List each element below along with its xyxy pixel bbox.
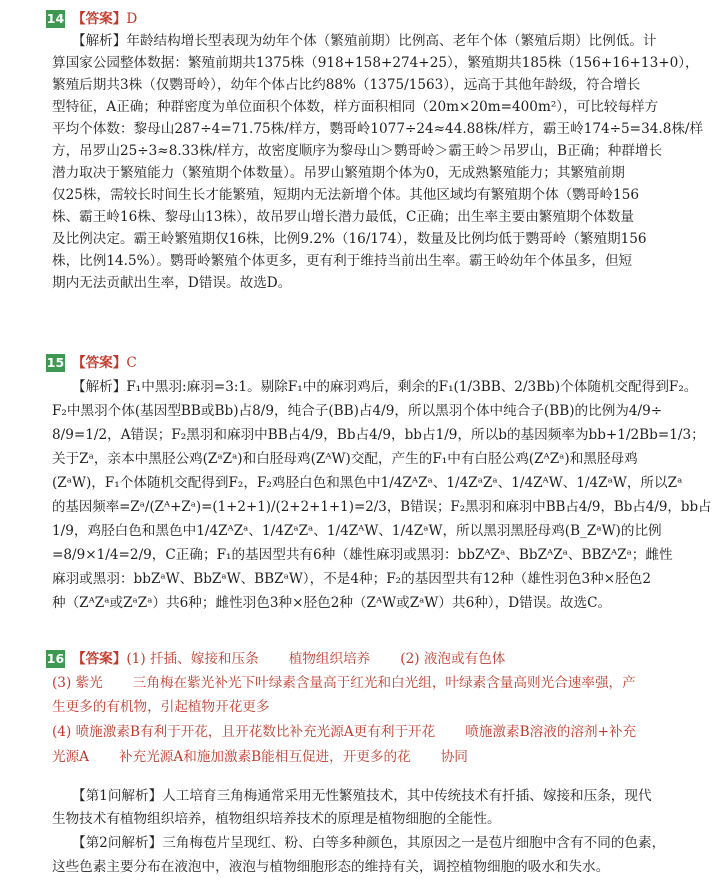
- analysis-line: 1/9，鸡胫白色和黑色中1/4ZᴬZᵃ、1/4ZᵃZᵃ、1/4ZᴬW、1/4ZᵃW，所以黑羽黑胫母鸡(B_ZᵃW)的比例: [52, 523, 662, 539]
- answer-line: [52, 746, 468, 768]
- answer-line: [72, 648, 505, 670]
- analysis-line: 株，比例14.5%）。鹦哥岭繁殖个体更多，更有利于维持当前出生率。霸王岭幼年个体虽多，但短: [52, 253, 633, 269]
- analysis-line: 方，吊罗山25÷3≈8.33株/样方，故密度顺序为黎母山＞鹦哥岭＞霸王岭＞吊罗山，B正确；种群增长: [52, 143, 663, 159]
- answer-line: [52, 721, 636, 743]
- answer-label: 【答案】: [72, 651, 127, 667]
- analysis-line: 期内无法贡献出生率，D错误。故选D。: [52, 275, 292, 291]
- answer-part: (2) 液泡或有色体: [400, 651, 506, 667]
- analysis-line: 繁殖后期共3株（仅鹦哥岭），幼年个体占比约88%（1375/1563），远高于其他年龄级，符合增长: [52, 77, 641, 93]
- answer-value: D: [126, 11, 138, 27]
- analysis-line: 潜力取决于繁殖能力（繁殖期个体数量）。吊罗山繁殖期个体为0，无成熟繁殖能力；其繁殖前期: [52, 165, 625, 181]
- question-number-badge: 15: [46, 355, 65, 370]
- analysis-line: =8/9×1/4=2/9，C正确；F₁的基因型共有6种（雄性麻羽或黑羽：bbZᴬZᵃ、BbZᴬZᵃ、BBZᴬZᵃ；雌性: [52, 547, 673, 563]
- answer-line: [72, 352, 137, 374]
- question-number-badge: 14: [46, 11, 65, 26]
- analysis-line: 种（ZᴬZᵃ或ZᵃZᵃ）共6种；雌性羽色3种×胫色2种（ZᴬW或ZᵃW）共6种），D错误。故选C。: [52, 595, 612, 611]
- answer-part: 三角梅在紫光补光下叶绿素含量高于红光和白光组，叶绿素含量高则光合速率强，产: [132, 675, 636, 691]
- analysis-line: 8/9=1/2，A错误；F₂黑羽和麻羽中BB占4/9，Bb占4/9，bb占1/9，所以b的基因频率为bb+1/2Bb=1/3；: [52, 427, 705, 443]
- analysis-line: 及比例决定。霸王岭繁殖期仅16株，比例9.2%（16/174），数量及比例均低于鹦哥岭（繁殖期156: [52, 231, 647, 247]
- answer-part: 植物组织培养: [288, 651, 371, 667]
- analysis-line: 型特征，A正确；种群密度为单位面积个体数，样方面积相同（20m×20m=400m²），可比较每样方: [52, 99, 659, 115]
- analysis-line: 平均个体数：黎母山287÷4=71.75株/样方，鹦哥岭1077÷24≈44.88株/样方，霸王岭174÷5=34.8株/样: [52, 121, 704, 137]
- answer-value: C: [126, 355, 137, 371]
- analysis-line: 【第1问解析】人工培育三角梅通常采用无性繁殖技术，其中传统技术有扦插、嫁接和压条，现代: [72, 788, 652, 804]
- analysis-line: 【第2问解析】三角梅苞片呈现红、粉、白等多种颜色，其原因之一是苞片细胞中含有不同的色素，: [72, 835, 666, 851]
- answer-line: [52, 672, 636, 694]
- analysis-line: F₂中黑羽个体(基因型BB或Bb)占8/9，纯合子(BB)占4/9，所以黑羽个体中纯合子(BB)的比例为4/9÷: [52, 403, 663, 419]
- answer-label: 【答案】: [72, 355, 127, 371]
- analysis-line: 生物技术有植物组织培养，植物组织培养技术的原理是植物细胞的全能性。: [52, 811, 501, 827]
- analysis-line: 麻羽或黑羽：bbZᵃW、BbZᵃW、BBZᵃW），不是4种；F₂的基因型共有12种（雄性羽色3种×胫色2: [52, 571, 651, 587]
- answer-part: 补充光源A和施加激素B能相互促进，开更多的花: [119, 749, 411, 765]
- answer-part: 喷施激素B溶液的溶剂+补充: [465, 724, 637, 740]
- answer-part: (3) 紫光: [52, 675, 103, 691]
- answer-part: (1) 扦插、嫁接和压条: [126, 651, 259, 667]
- analysis-line: 的基因频率=Zᵃ/(Zᴬ+Zᵃ)=(1+2+1)/(2+2+1+1)=2/3，B错误；F₂黑羽和麻羽中BB占4/9，Bb占4/9，bb占: [52, 499, 712, 515]
- analysis-line: 这些色素主要分布在液泡中，液泡与植物细胞形态的维持有关，调控植物细胞的吸水和失水。: [52, 859, 610, 875]
- question-number-badge: 16: [46, 651, 65, 666]
- analysis-line: (ZᵃW)，F₁个体随机交配得到F₂，F₂鸡胫白色和黑色中1/4ZᴬZᵃ、1/4ZᵃZᵃ、1/4ZᴬW、1/4ZᵃW，所以Zᵃ: [52, 475, 683, 491]
- answer-part: 光源A: [52, 749, 90, 765]
- analysis-line: 株、霸王岭16株、黎母山13株），故吊罗山增长潜力最低，C正确；出生率主要由繁殖期个体数量: [52, 209, 634, 225]
- answer-part: 协同: [440, 749, 468, 765]
- answer-line: [52, 696, 270, 718]
- analysis-line: 算国家公园整体数据：繁殖前期共1375株（918+158+274+25），繁殖期共185株（156+16+13+0），: [52, 55, 699, 71]
- analysis-line: 关于Zᵃ，亲本中黑胫公鸡(ZᵃZᵃ)和白胫母鸡(ZᴬW)交配，产生的F₁中有白胫公鸡(ZᴬZᵃ)和黑胫母鸡: [52, 451, 638, 467]
- answer-line: [72, 8, 137, 30]
- answer-part: 生更多的有机物，引起植物开花更多: [52, 699, 270, 715]
- answer-label: 【答案】: [72, 11, 127, 27]
- analysis-line: 【解析】F₁中黑羽:麻羽=3:1。剔除F₁中的麻羽鸡后，剩余的F₁(1/3BB、2/3Bb)个体随机交配得到F₂。: [72, 379, 698, 395]
- analysis-line: 仅25株，需较长时间生长才能繁殖，短期内无法新增个体。其他区域均有繁殖期个体（鹦哥岭156: [52, 187, 639, 203]
- analysis-line: 【解析】年龄结构增长型表现为幼年个体（繁殖前期）比例高、老年个体（繁殖后期）比例低。计: [72, 33, 657, 49]
- answer-part: (4) 喷施激素B有利于开花，且开花数比补充光源A更有利于开花: [52, 724, 436, 740]
